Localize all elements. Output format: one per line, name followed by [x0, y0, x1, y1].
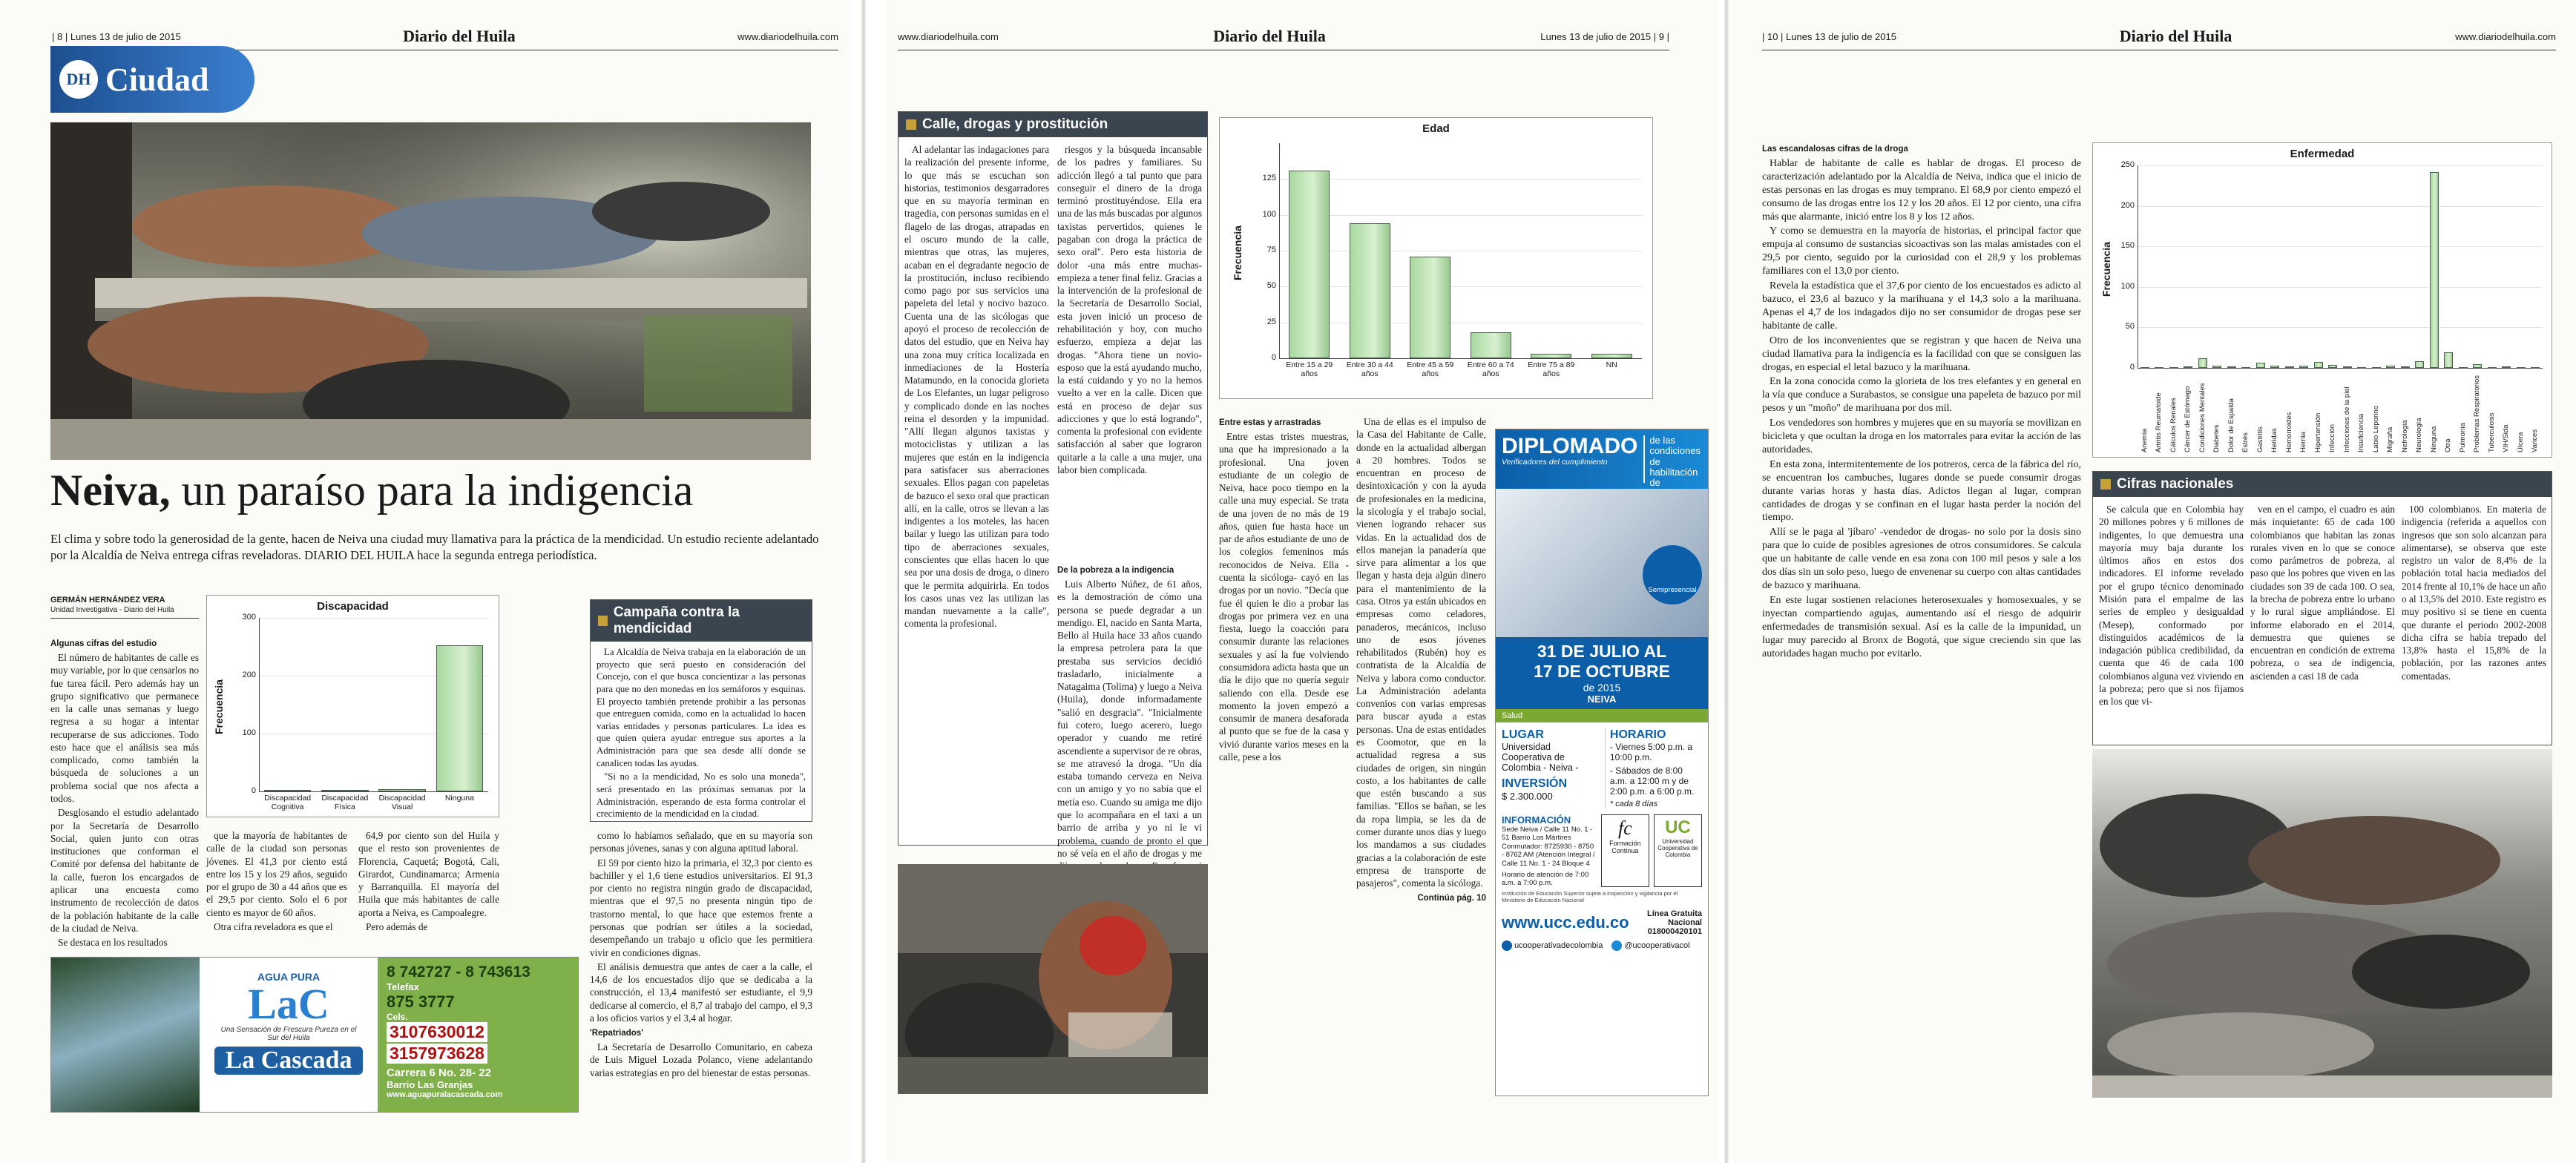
paragraph: La Secretaría de Desarrollo Comunitario, en cabeza de Luis Miguel Lozada Polanco, viene adelantando varias estrategias en pro del bienestar de estas personas. — [590, 1041, 812, 1078]
bar — [2241, 367, 2250, 369]
bar — [2314, 362, 2323, 368]
x-tick-label: Problemas Respiratorios — [2473, 375, 2482, 452]
chart-discapacidad — [206, 595, 499, 817]
ad-info-body: Sede Neiva / Calle 11 No. 1 - 51 Barrio Los Mártires Conmutador: 8725930 - 8750 - 8762 AM (Atención Integral / Calle 11 No. 1 - 24 Bloque 4 — [1502, 826, 1595, 868]
ad-subtitle: Verificadores del cumplimiento — [1502, 458, 1608, 467]
x-axis — [1279, 358, 1642, 359]
ad-inv: $ 2.300.000 — [1502, 791, 1553, 802]
article-col-4 — [590, 829, 812, 1163]
paragraph: El análisis demuestra que antes de caer a la calle, el 14,6 de los encuestados dijo que se dedicaba a la construcción, el 13,4 manifestó ser estudiante, el 9,9 dedicarse al comercio, el 8,7 al trabajo del campo, el 9,3 a los oficios varios y el 3,4 al hogar. — [590, 961, 812, 1024]
y-tick-label: 100 — [1262, 209, 1276, 219]
photo-graphic — [50, 122, 811, 460]
drugs-prostitution-box — [898, 111, 1208, 859]
paragraph: Entre estas tristes muestras, una que ha impresionado a la profesional. Una joven estudiante de un colegio de Neiva, hace poco tiempo en la calle una muy especial. Se trata de una joven de no más de 19 años, quien fue hasta hace un par de años estudiante de uno de los colegios femeninos más reconocidos de Neiva. Ella -cuenta la sicóloga- cayó en las drogas por un novio. "Decía que fue él quien le dio a probar las drogas por primera vez en una fiesta, luego la coacción para consumir durante las relaciones sexuales y así la fue volviendo consumidora adicta hasta que un día le dijo que no quería seguir saliendo con ella. Desde ese momento la joven empezó a consumir de manera desaforada al punto que se fue de la casa y vivió durante varios meses en la calle, pese a los — [1219, 430, 1349, 762]
byline-unit: Unidad Investigativa - Diario del Huila — [50, 605, 199, 619]
ad-uc-logo — [1654, 814, 1702, 887]
x-tick-label: Entre 45 a 59 años — [1407, 360, 1454, 378]
y-axis-label: Frecuencia — [1232, 225, 1243, 280]
y-tick-label: 150 — [2120, 241, 2135, 251]
x-tick-label: Estrés — [2241, 432, 2250, 452]
ad-social — [1496, 939, 1708, 952]
x-tick-label: Infección — [2328, 424, 2337, 452]
paragraph: como lo habíamos señalado, que en su mayoría son personas jóvenes, sanas y con alguna aptitud laboral. — [590, 830, 812, 854]
subhead: De la pobreza a la indigencia — [1057, 566, 1174, 575]
paragraph: El número de habitantes de calle es muy variable, por lo que censarlos no fue tarea fácil. Pero además hay un grupo significativo que permanece en la calle unas semanas y luego regresa a su hogar a intentar recuperarse de sus adicciones. Todo esto hace que el análisis sea más complicado, como también la búsqueda de soluciones a un problema social que nos afecta a todos. — [50, 651, 199, 805]
subhead: Algunas cifras del estudio — [50, 639, 157, 648]
bar — [2517, 367, 2526, 369]
ad-info-h: INFORMACIÓN — [1502, 814, 1571, 826]
x-tick-label: Discapacidad Física — [321, 794, 369, 811]
chart-title: Enfermedad — [2290, 148, 2355, 160]
bar — [2401, 366, 2410, 368]
ad-info — [1496, 814, 1708, 887]
bar — [2444, 352, 2453, 368]
x-tick-label: Heridas — [2270, 428, 2279, 452]
subhead: Entre estas y arrastradas — [1219, 418, 1321, 427]
ad-fc: Formación Continua — [1609, 840, 1641, 854]
box-marker-icon — [906, 119, 916, 130]
paragraph: El 59 por ciento hizo la primaria, el 32,3 por ciento es bachiller y el 1,6 tiene estudios universitarios. El 91,3 por ciento no registra ningún grado de discapacidad, mientras que el 97,5 no presenta ningún tipo de trastorno mental, lo que hace que estemos frente a personas que podrían ser útiles a la sociedad, desempeñando un trabajo u oficio que les permitiera vivir en condiciones dignas. — [590, 857, 812, 958]
ad-lugar-h: LUGAR — [1502, 728, 1544, 741]
bar — [2140, 367, 2149, 369]
bar — [2372, 367, 2381, 369]
x-axis — [259, 791, 488, 792]
ad-line: Línea Gratuita Nacional 018000420101 — [1647, 909, 1702, 936]
x-tick-label: Condiciones Mentales — [2198, 383, 2207, 452]
ad-date1: 31 DE JULIO AL — [1537, 642, 1667, 661]
ad-dates — [1496, 637, 1708, 709]
y-tick-label: 250 — [2120, 160, 2135, 169]
box-col-2: ven en el campo, el cuadro es aún más inquietante: 65 de cada 100 colombianos que habitan las zonas rurales viven en lo que se conoce como parámetros de pobreza, al paso que los pobres que viven en las ciudades son 39 de cada 100. O sea, la brecha de pobreza entre lo urbano y lo rural sigue ampliándose. El informe elaborado en el 2014, demuestra que quienes se encuentran en condición de extrema pobreza, o sea de indigencia, ascienden a casi 18 de cada — [2250, 504, 2395, 682]
bar — [2488, 367, 2497, 369]
x-tick-label: Entre 30 a 44 años — [1346, 360, 1393, 378]
paragraph: que la mayoría de habitantes de calle de la ciudad son personas jóvenes. El 41,3 por ciento está entre los 15 y los 29 años, seguido por el grupo de 30 a 44 años que es el 29,5 por ciento. Solo el 6 por ciento es mayor de 60 años. — [206, 830, 347, 918]
x-tick-label: Úlcera — [2516, 432, 2525, 452]
grid-line — [259, 618, 488, 619]
page-header — [1762, 27, 2556, 50]
paragraph: Y como se demuestra en la mayoría de historias, el principal factor que empuja al consumo de sustancias sicoactivas son las malas amistades con el 29,5 por ciento, seguido por la curiosidad con el 28,9 y los problemas familiares con el 13,0 por ciento. — [1762, 225, 2081, 277]
ad-uc: Universidad Cooperativa de Colombia — [1657, 838, 1698, 858]
y-tick-label: 50 — [2125, 322, 2135, 332]
bar — [1471, 332, 1511, 358]
x-tick-label: Dolor de Espalda — [2227, 398, 2235, 452]
paragraph: En este lugar sostienen relaciones heterosexuales y homosexuales, y se inyectan compartiendo agujas, aumentando así el riesgo de adquirir enfermedades de transmisión sexual. Así es la calle de la impunidad, un lugar muy parecido al Bronx de Bogotá, que sigue creciendo sin que las autoridades hagan mucho por evitarlo. — [1762, 594, 2081, 659]
box-col-3 — [1057, 563, 1202, 859]
bar — [2343, 366, 2352, 368]
ad-web: www.aguapuralacascada.com — [387, 1090, 503, 1099]
grid-line — [2138, 327, 2543, 328]
homeless-street-photo — [2092, 749, 2552, 1098]
bar — [378, 789, 425, 791]
x-tick-label: Infecciones de la piel — [2342, 386, 2351, 452]
bar — [2184, 366, 2192, 368]
x-tick-label: Pulmonía — [2458, 422, 2467, 452]
y-axis-label: Frecuencia — [213, 679, 225, 734]
continua-label: Continúa pág. 10 — [1417, 894, 1486, 903]
bar — [1350, 223, 1390, 358]
box-header — [898, 112, 1207, 137]
ad-tw: @ucooperativacol — [1624, 940, 1690, 950]
x-tick-label: Gastritis — [2255, 426, 2264, 452]
ad-logo-area — [200, 958, 378, 1112]
subhead: 'Repatriados' — [590, 1029, 643, 1038]
section-badge: DH — [59, 60, 98, 99]
page-header — [898, 27, 1669, 50]
masthead: Diario del Huila — [403, 27, 516, 45]
x-tick-label: VIH/Sida — [2502, 424, 2511, 452]
cifras-nacionales-box — [2092, 471, 2552, 745]
box-title: Calle, drogas y prostitución — [922, 116, 1108, 132]
ad-photo — [1496, 489, 1708, 637]
x-tick-label: NN — [1606, 360, 1617, 369]
deck: El clima y sobre todo la generosidad de la gente, hacen de Neiva una ciudad muy llamativa para la práctica de la mendicidad. Un estudio reciente adelantado por la Alcaldía de Neiva entrega cifras reveladoras. DIARIO DEL HUILA hace la segunda entrega periodística. — [50, 532, 819, 563]
page-fold — [861, 0, 867, 1163]
bar — [2386, 366, 2395, 368]
y-tick-label: 300 — [242, 613, 256, 622]
paragraph: Hablar de habitante de calle es hablar de drogas. El proceso de caracterización adelantado por la Alcaldía de Neiva, indica que el inicio de estas personas en las drogas es muy temprano. El 68,9 por ciento empezó el consumo de las drogas entre los 12 y los 20 años. El 12 por ciento, una cifra más que alarmante, inició entre los 8 y los 12 años. — [1762, 157, 2081, 223]
bar — [1591, 354, 1632, 358]
ad-legal: Institución de Educación Superior sujeta a inspección y vigilancia por el Ministerio de Educación Nacional — [1502, 889, 1678, 903]
x-tick-label: Hemorroides — [2284, 412, 2293, 452]
box-marker-icon — [2100, 479, 2111, 490]
paragraph: Allí se le paga al 'jíbaro' -vendedor de drogas- no solo por la dosis sino para que lo cuide de posibles agresiones de otros consumidores. Se calcula que un habitante de calle vende en esa zona con 100 mil pesos y sale a los dos días sin un solo peso, luego de envenenar su cuerpo con altas cantidades de bazuco y marihuana. — [1762, 527, 2081, 591]
page-fold — [1724, 0, 1729, 1163]
ad-addr2: Barrio Las Granjas — [387, 1079, 473, 1090]
x-tick-label: Labio Leporino — [2371, 406, 2380, 452]
x-tick-label: Entre 60 a 74 años — [1467, 360, 1514, 378]
ad-hor1: - Viernes 5:00 p.m. a 10:00 p.m. — [1609, 742, 1693, 762]
ad-details — [1496, 722, 1708, 814]
bar — [2415, 361, 2424, 368]
ad-brand-top: AGUA PURA — [257, 971, 321, 983]
grid-line — [2138, 165, 2543, 166]
ad-waterfall-image — [51, 958, 200, 1112]
y-tick-label: 75 — [1266, 246, 1276, 254]
page-number: | 10 | Lunes 13 de julio de 2015 — [1762, 30, 1896, 42]
box-col-3: 100 colombianos. En materia de indigencia (referida a aquellos con ingresos que son solo alcanzan para alimentarse), se observa que este registro un valor de 8,4% de la población total hacia mediados del 2014 frente al 10,1% de hace un año o al 13,5% del 2010. Este registro es muy positivo si se tiene en cuenta que durante el periodo 2002-2008 dicha cifra se había trepado del 13,8% hasta el 15,8% de la población, por las razones antes comentadas. — [2402, 504, 2546, 682]
website: www.diariodelhuila.com — [737, 30, 838, 42]
fc-icon: fc — [1617, 817, 1632, 839]
x-tick-label: Discapacidad Visual — [378, 794, 426, 811]
ad-fb: ucooperativadecolombia — [1514, 940, 1603, 950]
bar — [1289, 171, 1330, 358]
page-10 — [1732, 0, 2576, 1163]
homeless-sleeping-photo — [50, 122, 811, 460]
ad-brand-name: La Cascada — [214, 1047, 363, 1075]
paragraph: Pero además de — [366, 920, 428, 932]
y-tick-label: 25 — [1266, 317, 1276, 326]
x-tick-label: Ninguna — [2429, 426, 2438, 452]
y-tick-label: 100 — [242, 728, 256, 737]
ad-lugar: Universidad Cooperativa de Colombia - Neiva - — [1502, 742, 1579, 773]
box-header — [2093, 472, 2552, 497]
x-tick-label: Nefrología — [2400, 420, 2409, 452]
headline-rest: un paraíso para la indigencia — [170, 466, 694, 515]
paragraph: "Si no a la mendicidad, No es solo una moneda", será presentado en las próximas semanas por la Administración, esperando de esta forma controlar el crecimiento de la mendicidad en la ciudad. — [597, 771, 806, 820]
x-tick-label: Hipertensión — [2313, 412, 2322, 452]
paragraph: Otro de los inconvenientes que se registran y que hacen de Neiva una ciudad llamativa para la indigencia es la facilidad con que se consiguen las drogas, en especial el letal bazuco y la marihuana. — [1762, 335, 2081, 373]
section-title: Ciudad — [105, 61, 209, 98]
x-tick-label: Entre 75 a 89 años — [1528, 360, 1575, 378]
chart-enfermedad — [2092, 142, 2552, 458]
page-8 — [0, 0, 850, 1163]
box-marker-icon — [598, 616, 608, 626]
y-tick-label: 0 — [251, 786, 256, 795]
byline: GERMÁN HERNÁNDEZ VERA — [50, 596, 165, 604]
byline-block — [50, 595, 199, 623]
campaign-box — [590, 599, 812, 822]
box-title: Cifras nacionales — [2117, 476, 2234, 492]
x-tick-label: Neurología — [2415, 418, 2424, 452]
grid-line — [2138, 287, 2543, 288]
masthead: Diario del Huila — [2119, 27, 2232, 45]
ad-slogan: Una Sensación de Frescura Pureza en el Sur del Huila — [220, 1026, 357, 1042]
paragraph: Revela la estadística que el 37,6 por ciento de los encuestados es adicto al bazuco, el 23,6 al bazuco y la marihuana y el 14,3 solo a la marihuana. Apenas el 4,7 de los indagados dijo no ser consumidor de drogas pese ser habitante de calle. — [1762, 280, 2081, 332]
ad-phone1: 8 742727 - 8 743613 — [387, 963, 530, 981]
box-body — [591, 642, 812, 826]
ad-semipres-badge — [1643, 545, 1702, 604]
photo-graphic — [898, 864, 1208, 1094]
ad-date3: de 2015 — [1583, 682, 1621, 693]
bar — [2155, 367, 2163, 369]
x-tick-label: Varices — [2531, 429, 2540, 452]
bar — [2473, 364, 2482, 368]
ad-cel2: 3157973628 — [387, 1044, 487, 1064]
paragraph: En la zona conocida como la glorieta de los tres elefantes y en general en la vía que conduce a Surabastos, se consigue una papeleta de bazuco por mil pesos y un "moño" de marihuana por dos mil. — [1762, 376, 2081, 415]
ad-cel1: 3107630012 — [387, 1022, 487, 1042]
bar — [321, 790, 368, 791]
chart-title: Discapacidad — [317, 600, 389, 613]
x-tick-label: Migraña — [2386, 426, 2395, 452]
ad-agua-la-cascada — [50, 957, 579, 1113]
y-tick-label: 0 — [2129, 363, 2135, 372]
y-tick-label: 0 — [1271, 353, 1276, 362]
uc-icon: UC — [1665, 817, 1691, 837]
bar — [2299, 366, 2308, 368]
y-tick-label: 200 — [242, 671, 256, 679]
website: www.diariodelhuila.com — [898, 30, 999, 42]
y-axis — [259, 618, 260, 791]
subhead: Las escandalosas cifras de la droga — [1762, 145, 1908, 154]
y-tick-label: 200 — [2120, 200, 2135, 210]
twitter-icon — [1611, 940, 1622, 951]
paragraph: En esta zona, intermitentemente de los potreros, cerca de la fábrica del río, se encuentran los cambuches, lugares donde se puede consumir drogas durante varias horas y hasta días. Adictos llegan al lugar, compran cantidades de drogas y se confinan en el lugar hasta perder la noción del tiempo. — [1762, 458, 2081, 524]
y-axis — [1279, 143, 1280, 358]
bar — [2328, 365, 2337, 368]
x-axis — [2138, 368, 2543, 369]
bar — [2227, 366, 2236, 368]
grid-line — [1279, 286, 1642, 287]
bar — [2198, 358, 2207, 368]
box-title: Campaña contra la mendicidad — [613, 604, 740, 636]
bar — [2531, 367, 2540, 369]
ad-date2: 17 DE OCTUBRE — [1533, 662, 1671, 681]
ad-title: DIPLOMADO — [1502, 434, 1638, 458]
ad-horario-at: Horario de atención de 7:00 a.m. a 7:00 p.m. — [1502, 870, 1589, 887]
box-col-1: Se calcula que en Colombia hay 20 millones pobres y 6 millones de indigentes, lo que demuestra una mayoría muy baja durante los últimos años en estos dos indicadores. El informe revelado por el grupo técnico denominado Misión para el empalme de las series de empleo y desigualdad (Mesep), conformado por distinguidos académicos de la indagación pública credibilidad, da cuenta que 46 de cada 100 colombianos alguna vez viviendo en la pobreza; pero que si nos fijamos en los que vi- — [2099, 504, 2244, 708]
ad-top — [1496, 429, 1708, 489]
article-col-1 — [50, 636, 199, 955]
website: www.diariodelhuila.com — [2455, 30, 2556, 42]
paragraph: La Alcaldía de Neiva trabaja en la elaboración de un proyecto que será puesto en consideración del Concejo, con el que busca concientizar a las personas para que no den monedas en los semáforos y esquinas. El proyecto también pretende prohibir a las personas que entreguen comida, como en la actualidad lo hacen varias entidades y personas particulares. La idea es que quien quiera ayudar entregue sus aportes a la Administración para que sea desde allí donde se canalicen todas las ayudas. — [597, 647, 806, 768]
bar — [2256, 363, 2265, 368]
ad-web: www.ucc.edu.co — [1502, 912, 1629, 932]
paragraph: Se destaca en los resultados — [58, 937, 168, 949]
ad-salud-bar: Salud — [1496, 709, 1708, 722]
ad-fc-logo — [1601, 814, 1649, 887]
grid-line — [2138, 246, 2543, 247]
y-tick-label: 50 — [1266, 281, 1276, 291]
grid-line — [1279, 215, 1642, 216]
ad-hor3: * cada 8 días — [1609, 800, 1658, 808]
ad-phone2: 875 3777 — [387, 992, 455, 1011]
x-tick-label: Discapacidad Cognitiva — [264, 794, 312, 811]
paragraph: Una de ellas es el impulso de la Casa del Habitante de Calle, donde en la actualidad albergan a 20 hombres. Todos se encuentran en proceso de desintoxicación y con la ayuda de profesionales en la medicina, la sicología y el trabajo social, vienen logrando rehacer sus vidas. En la actualidad dos de ellos manejan la panadería que sirve para alimentar a los que llegan y hasta deja algún dinero para el mantenimiento de la casa. Otros ya están ubicados en empresas como celadores, panaderos, mecánicos, incluso uno de esos jóvenes rehabilitados (Rubén) hoy es contratista de la Alcaldía de Neiva y labora como conductor. La Administración adelanta convenios con varias empresas para buscar ayuda a estas personas. Una de estas entidades es Coomotor, que en la actualidad regresa a sus ciudades de origen, sin ningún costo, a los habitantes de calle que estén buscando a sus familias. "Ellos se bañan, se les da ropa limpia, se les da de comer durante unos días y luego los mandamos a sus ciudades gracias a la colaboración de este empresa de transporte de pasajeros", comenta la sicóloga. — [1356, 416, 1486, 889]
paragraph: Desglosando el estudio adelantado por la Secretaría de Desarrollo Social, quien junto con otras instituciones que conforman el Comité por defensa del habitante de la calle, fueron los encargados de aplicar una encuesta como instrumento de recolección de datos de la población habitante de la calle de la ciudad de Neiva. — [50, 807, 199, 934]
ad-cel-label: Cels. — [387, 1012, 408, 1022]
paragraph: 64,9 por ciento son del Huila y que el resto son provenientes de Florencia, Caquetá; Bogotá, Cali, Girardot, Cundinamarca; Armenia y Barranquilla. El mayoría del Huila que más habitantes de calle aporta a Neiva, es Campoalegre. — [358, 830, 499, 918]
ad-desc: de las condiciones de habilitación de — [1643, 435, 1702, 483]
box-col-2: riesgos y la búsqueda incansable de los padres y familiares. Su adicción llegó a tal punto que para conseguir el dinero de la droga terminó prostituyéndose. Ella era una de las más buscadas por algunos taxistas pervertidos, quienes le pagaban con droga la práctica de sexo oral". Pero esta historia de dolor -una más entre muchas- empieza a tener final feliz. Gracias a la intervención de la profesional de la Secretaría de Desarrollo Social, esta joven inició un proceso de rehabilitación y hoy, con mucho esfuerzo, empieza a dejar las drogas. "Ahora tiene un novio-esposo que la está ayudando mucho, la está cuidando y yo no la hemos vuelto a ver en la calle. Dicen que está en proceso de dejar sus adicciones y que lo está logrando", comenta la profesional con evidente satisfacción al saber que lograron quitarle a la calle a una mujer, una labor bien complicada. — [1057, 144, 1202, 476]
box-col-1: Al adelantar las indagaciones para la realización del presente informe, lo que más se escuchan son historias, testimonios desgarradores que en su mayoría terminan en tragedia, con personas sumidas en el flagelo de las drogas, atrapadas en el oscuro mundo de la calle, mientras que otras, las mujeres, acaban en el degradante negocio de la prostitución, incluso recibiendo como pago por sus servicios una papeleta del letal y nocivo bazuco. Cuenta una de las sicólogas que apoyó el proceso de recolección de datos del estudio, que en Neiva hay una zona muy crítica localizada en inmediaciones de la Hostería Matamundo, en la conocida glorieta de Los Elefantes, un lugar peligroso y complicado donde en las noches reina el desorden y la impunidad. "Allí llegan algunos taxistas y motociclistas y utilizan a las mujeres que están en la indigencia para satisfacer sus aberraciones sexuales. Ellos pagan con papeletas de bazuco el sexo oral que practican allí, en la calle, otros se llevan a las indigentes a los moteles, las hacen bailar y luego las utilizan para todo tipo de aberraciones sexuales, conscientes que ellas hacen lo que sea por una dosis de droga, o dinero que le permita adquirirla. En todos los casos unas vez las utilizan las mandan nuevamente a la calle", comenta la profesional. — [904, 144, 1049, 630]
paragraph: Otra cifra reveladora es que el — [214, 920, 333, 932]
bar — [2502, 366, 2511, 368]
bar — [2212, 366, 2221, 368]
x-tick-label: Insuficiencia — [2357, 413, 2366, 452]
ad-semipres: Semipresencial — [1648, 586, 1697, 594]
ad-footer — [1496, 906, 1708, 939]
y-tick-label: 100 — [2120, 281, 2135, 291]
bar — [264, 790, 311, 791]
ad-phone-label: Telefax — [387, 981, 419, 992]
headline-bold: Neiva, — [50, 466, 171, 515]
bar — [2459, 367, 2468, 369]
x-tick-label: Otra — [2444, 438, 2453, 452]
ad-hor2: - Sábados de 8:00 a.m. a 12:00 m y de 2:00 p.m. a 6:00 p.m. — [1609, 765, 1695, 797]
ad-inv-h: INVERSIÓN — [1502, 777, 1568, 790]
x-tick-label: Anemia — [2140, 428, 2149, 452]
bar — [2270, 366, 2279, 368]
x-tick-label: Artritis Reumatoide — [2155, 392, 2163, 452]
bar — [2169, 367, 2178, 369]
photo-graphic — [2092, 749, 2552, 1098]
headline — [50, 466, 837, 515]
facebook-icon — [1502, 940, 1512, 951]
y-tick-label: 125 — [1262, 174, 1276, 183]
box-header — [591, 600, 812, 642]
grid-line — [2138, 206, 2543, 207]
continua-col — [1356, 415, 1486, 903]
drugs-article — [1762, 142, 2081, 810]
masthead: Diario del Huila — [1213, 27, 1326, 45]
chart-title: Edad — [1422, 122, 1450, 135]
x-tick-label: Diabetes — [2212, 424, 2221, 452]
x-tick-label: Hernia — [2299, 432, 2308, 452]
bar — [1410, 257, 1450, 358]
ad-hor-h: HORARIO — [1609, 728, 1666, 741]
homeless-man-photo — [898, 864, 1208, 1094]
ad-addr1: Carrera 6 No. 28- 22 — [387, 1067, 491, 1079]
article-col-b — [1219, 415, 1349, 827]
bar — [2357, 367, 2366, 369]
section-banner — [50, 46, 254, 113]
y-axis-label: Frecuencia — [2100, 241, 2112, 297]
page-number: Lunes 13 de julio de 2015 | 9 | — [1540, 30, 1669, 42]
x-tick-label: Entre 15 a 29 años — [1286, 360, 1333, 378]
ad-city: NEIVA — [1587, 693, 1617, 705]
page-9 — [887, 0, 1718, 1163]
ad-contact — [378, 958, 578, 1112]
paragraph: Los vendedores son hombres y mujeres que en su mayoría se movilizan en bicicleta y que ocultan la droga en los matorrales para evitar la acción de las autoridades. — [1762, 418, 2081, 455]
page-number: | 8 | Lunes 13 de julio de 2015 — [52, 30, 181, 42]
bar — [1531, 354, 1571, 358]
x-tick-label: Cálculos Renales — [2169, 398, 2178, 452]
x-tick-label: Ninguna — [444, 794, 474, 803]
chart-edad — [1219, 117, 1653, 399]
bar — [2430, 172, 2439, 368]
article-col-2 — [206, 829, 347, 955]
bar — [436, 645, 483, 791]
ad-logo: LaC — [248, 980, 329, 1028]
article-col-3 — [358, 829, 499, 955]
paragraph: Luis Alberto Núñez, de 61 años, es la demostración de cómo una persona se puede degradar a un mendigo. El, nacido en Santa Marta, Bello al Huila hace 33 años cuando la empresa petrolera para la que prestaba sus servicios decidió trasladarlo, inicialmente a Natagaima (Tolima) y luego a Neiva (Huila), donde informadamente "salió en desgracia". "Inicialmente fui cotero, luego acerero, luego operador y cuando me retiré ascendiente a supervisor de re obras, se me atravesó la droga. "Un día estaba tomando cerveza en Neiva con un amigo y yo no sabía que el metía eso. Cuando su amiga me dijo que lo acompañara en el taxi a un barrio de arriba y yo ni le vi problema, cuando de pronto el que no sé veía en el año de drogas y me — [1057, 578, 1202, 859]
x-tick-label: Cáncer de Estómago — [2184, 386, 2192, 452]
x-tick-label: Tuberculosis — [2487, 412, 2496, 452]
bar — [2285, 366, 2294, 368]
ad-diplomado-ucc — [1495, 429, 1709, 1096]
